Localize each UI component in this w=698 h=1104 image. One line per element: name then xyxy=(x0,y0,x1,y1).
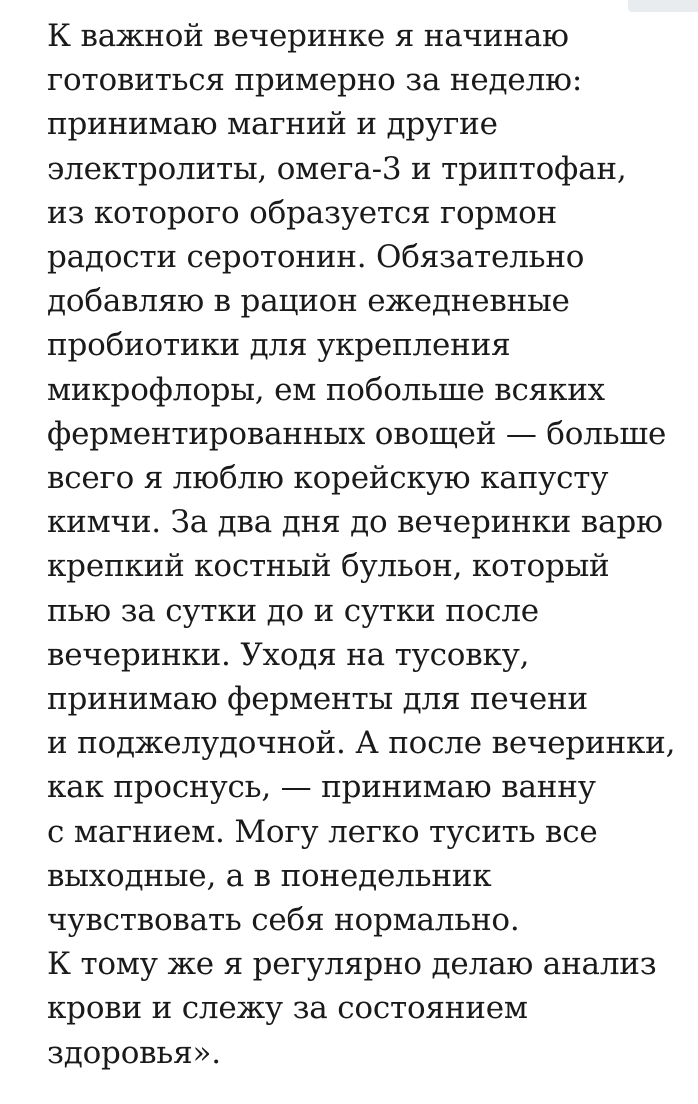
top-edge-strip xyxy=(628,0,698,12)
text-line: ферментированных овощей — больше xyxy=(47,415,667,452)
text-line: выходные, а в понедельник xyxy=(47,857,492,894)
text-line: вечеринки. Уходя на тусовку, xyxy=(47,636,530,673)
text-line: кимчи. За два дня до вечеринки варю xyxy=(47,504,663,541)
text-line: как проснусь, — принимаю ванну xyxy=(47,769,596,806)
text-line: радости серотонин. Обязательно xyxy=(47,239,585,276)
text-line: микрофлоры, ем побольше всяких xyxy=(47,371,605,408)
text-line: принимаю магний и другие xyxy=(47,106,498,143)
text-line: пробиотики для укрепления xyxy=(47,327,511,364)
text-line: с магнием. Могу легко тусить все xyxy=(47,813,598,850)
text-line: всего я люблю корейскую капусту xyxy=(47,460,609,497)
text-line: добавляю в рацион ежедневные xyxy=(47,283,570,320)
text-line: и поджелудочной. А после вечеринки, xyxy=(47,725,676,762)
text-line: чувствовать себя нормально. xyxy=(47,902,520,939)
text-line: К тому же я регулярно делаю анализ xyxy=(47,946,657,983)
text-line: электролиты, омега-3 и триптофан, xyxy=(47,150,627,187)
text-line: К важной вечеринке я начинаю xyxy=(47,18,569,54)
text-line: готовиться примерно за неделю: xyxy=(47,62,583,99)
quote-text xyxy=(47,14,687,1075)
text-line: крови и слежу за состоянием xyxy=(47,990,528,1027)
text-line: здоровья». xyxy=(47,1034,221,1071)
text-line: крепкий костный бульон, который xyxy=(47,548,610,585)
text-line: принимаю ферменты для печени xyxy=(47,681,588,718)
text-line: из которого образуется гормон xyxy=(47,194,557,231)
text-line: пью за сутки до и сутки после xyxy=(47,592,539,629)
